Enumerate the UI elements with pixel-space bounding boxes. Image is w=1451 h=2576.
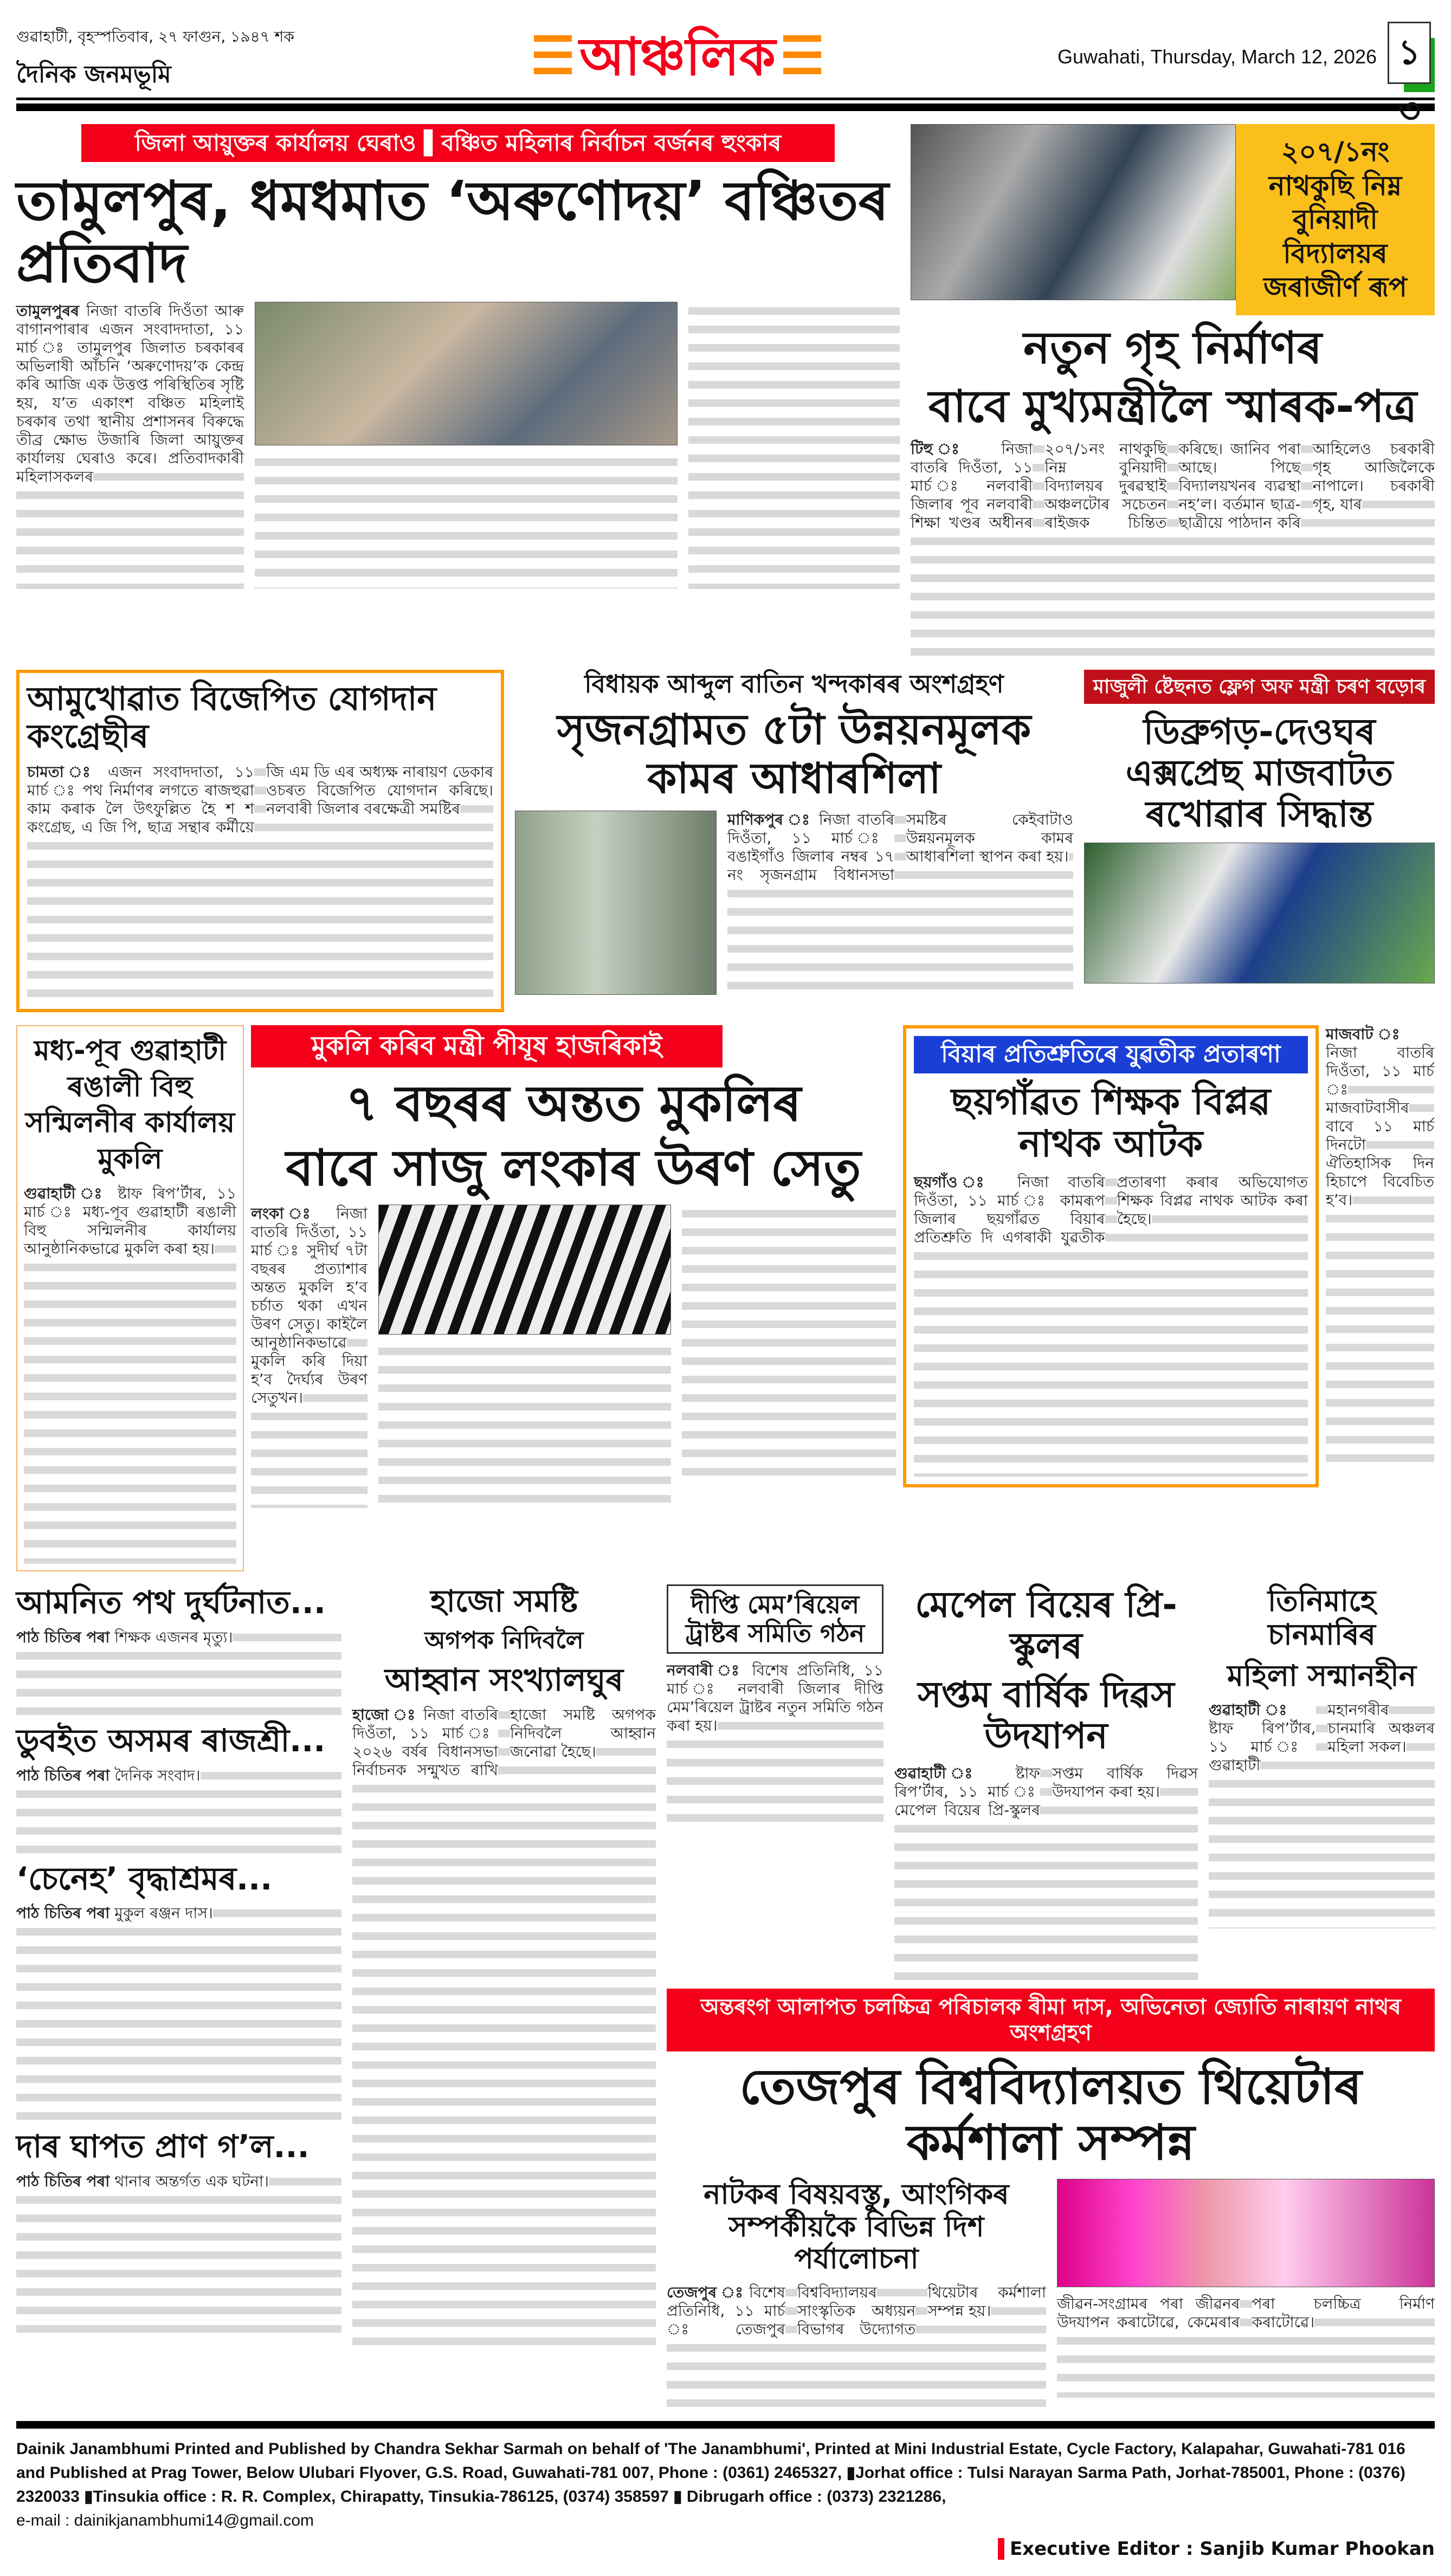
bihu-box — [16, 1025, 244, 1571]
drowning-body — [16, 1766, 341, 1853]
bridge-body-col2 — [378, 1342, 671, 1505]
accident-body-text: শিক্ষক এজনৰ মৃত্যু। — [114, 1628, 233, 1646]
nathkuchi-photo-caption: ২০৭/১নং নাথকুছি নিম্ন বুনিয়াদী বিদ্যালয়ৰ জৰাজীৰ্ণ ৰূপ — [1236, 124, 1435, 315]
teacher-body — [914, 1173, 1308, 1477]
section-logo: আঞ্চলিক — [579, 26, 776, 87]
page-number: ১৩ — [1388, 22, 1431, 84]
tamulpur-photo — [255, 302, 678, 445]
bjp-story-box — [16, 670, 504, 1012]
majuli-body — [1326, 1025, 1434, 1470]
drowning-body-text: দৈনিক সংবাদ। — [114, 1766, 201, 1784]
bridge-headline-1: ৭ বছৰৰ অন্তত মুকলিৰ — [345, 1074, 802, 1132]
daaghap-body — [16, 2172, 341, 2335]
executive-editor: Executive Editor : Sanjib Kumar Phookan — [998, 2538, 1435, 2560]
bridge-body-text: নিজা বাতৰি দিওঁতা, ১১ মাৰ্চ ঃ সুদীৰ্ঘ ৭টা বছৰৰ প্ৰত্যাশাৰ অন্তত মুকলি হ’ব চৰ্চাত থকা এখন উৰণ সেতু। কাইলৈ আনুষ্ঠানিকভাৱে মুকলি কৰি দিয়া হ’ব দৈৰ্ঘ্যৰ উৰণ সেতুখন। — [251, 1205, 367, 1407]
nathkuchi-body-text: নিজা বাতৰি দিওঁতা, ১১ মাৰ্চ ঃ নলবাৰী জিলাৰ পূব নলবাৰী শিক্ষা খণ্ডৰ অধীনৰ ২০৭/১নং নাথকুছি নিম্ন বুনিয়াদী বিদ্যালয়ৰ দুৰৱস্থাই অঞ্চলটোৰ সচেতন ৰাইজক চিন্তিত কৰিছে। জানিব পৰা আছে। পিছে বিদ্যালয়খনৰ ব্যৱস্থা নহ’ল। বৰ্তমান ছাত্ৰ-ছাত্ৰীয়ে পাঠদান কৰি আহিলেও চৰকাৰী গৃহ আজিলৈকে নাপালে। চৰকাৰী গৃহ, যাৰ — [911, 440, 1435, 532]
logo-bars-right — [783, 35, 821, 79]
srijangram-kicker: বিধায়ক আব্দুল বাতিন খন্দকাৰৰ অংশগ্ৰহণ — [584, 669, 1004, 699]
bjp-body — [27, 763, 493, 1001]
chanmari-dateline: গুৱাহাটী ঃ — [1209, 1700, 1316, 1719]
drowning-dateline: পাঠ চিতিৰ পৰা — [16, 1766, 110, 1784]
daaghap-body-text: থানাৰ অন্তৰ্গত এক ঘটনা। — [114, 2172, 269, 2191]
theatre-photo — [1057, 2179, 1435, 2287]
masthead-rule-thick — [16, 103, 1435, 111]
nathkuchi-headline-2: বাবে মুখ্যমন্ত্ৰীলৈ স্মাৰক-পত্ৰ — [928, 380, 1417, 432]
footer-jorhat: ▮Jorhat office : Tulsi Narayan Sarma Path, Jorhat-785001, Phone : (0376) 2320033 — [16, 2464, 1405, 2506]
masthead-date-english: Guwahati, Thursday, March 12, 2026 — [1057, 46, 1377, 68]
dipti-headline: দীপ্তি মেম’ৰিয়েল ট্ৰাষ্টৰ সমিতি গঠন — [667, 1584, 884, 1654]
teacher-story-box — [903, 1025, 1319, 1487]
maple-body — [894, 1764, 1198, 1981]
maple-headline-1: মেপেল বিয়েৰ প্ৰি-স্কুলৰ — [915, 1584, 1177, 1667]
logo-bars-left — [534, 35, 572, 79]
accident-body — [16, 1628, 341, 1715]
chanmari-headline-2: মহিলা সন্মানহীন — [1227, 1659, 1416, 1693]
bihu-body — [24, 1185, 236, 1564]
nathkuchi-dateline: টিহু ঃ — [911, 440, 978, 458]
masthead-date-assamese: গুৱাহাটী, বৃহস্পতিবাৰ, ২৭ ফাগুন, ১৯৪৭ শক — [16, 28, 294, 46]
hajo-headline-2: অগপক নিদিবলৈ — [424, 1626, 584, 1654]
bihu-dateline: গুৱাহাটী ঃ — [24, 1185, 108, 1203]
teacher-kicker: বিয়াৰ প্ৰতিশ্ৰুতিৰে যুৱতীক প্ৰতাৰণা — [914, 1036, 1308, 1073]
masthead-rule-thin — [16, 98, 1435, 100]
daaghap-dateline: পাঠ চিতিৰ পৰা — [16, 2172, 110, 2191]
teacher-body-text: নিজা বাতৰি দিওঁতা, ১১ মাৰ্চ ঃ কামৰূপ জিলাৰ ছয়গাঁৱত বিয়াৰ প্ৰতিশ্ৰুতি দি এগৰাকী যুৱতীক প্ৰতাৰণা কৰাৰ অভিযোগত শিক্ষক বিপ্লৱ নাথক আটক কৰা হৈছে। — [914, 1173, 1308, 1247]
maple-body-text: ষ্টাফ ৰিপ’ৰ্টাৰ, ১১ মাৰ্চ ঃ মেপেল বিয়েৰ প্ৰি-স্কুলৰ সপ্তম বাৰ্ষিক দিৱস উদযাপন কৰা হয়। — [894, 1764, 1198, 1819]
maple-dateline: গুৱাহাটী ঃ — [894, 1764, 992, 1782]
srijangram-body — [727, 811, 1073, 995]
footer-email[interactable]: e-mail : dainikjanambhumi14@gmail.com — [16, 2512, 314, 2530]
bjp-headline: আমুখোৱাত বিজেপিত যোগদান কংগ্ৰেছীৰ — [27, 680, 437, 756]
bihu-headline: মধ্য-পূব গুৱাহাটী ৰঙালী বিহু সন্মিলনীৰ কাৰ্যালয় মুকলি — [25, 1034, 235, 1175]
dipti-body — [667, 1661, 884, 1824]
maple-headline-2: সপ্তম বাৰ্ষিক দিৱস উদযাপন — [918, 1674, 1175, 1757]
chanmari-headline-1: তিনিমাহে চানমাৰিৰ — [1267, 1584, 1376, 1652]
majuli-photo — [1084, 843, 1435, 983]
theatre-dateline: তেজপুৰ ঃ — [667, 2283, 744, 2302]
bridge-body-col3 — [682, 1205, 896, 1481]
paper-name: দৈনিক জনমভূমি — [16, 61, 171, 89]
majuli-kicker: মাজুলী ষ্টেছনত ফ্লেগ অফ মন্ত্ৰী চৰণ বড়োৰ — [1084, 670, 1435, 704]
footer-rule — [16, 2421, 1435, 2429]
tamulpur-body-col1 — [16, 302, 244, 589]
tamulpur-dateline: তামুলপুৰৰ — [16, 302, 80, 320]
footer-tinsukia: ▮Tinsukia office : R. R. Complex, Chirapatty, Tinsukia-786125, (0374) 358597 — [84, 2488, 669, 2506]
nathkuchi-headline-1: নতুন গৃহ নিৰ্মাণৰ — [1023, 322, 1322, 374]
teacher-headline: ছয়গাঁৱত শিক্ষক বিপ্লৱ নাথক আটক — [951, 1080, 1271, 1166]
dipti-dateline: নলবাৰী ঃ — [667, 1661, 744, 1680]
bridge-kicker: মুকলি কৰিব মন্ত্ৰী পীযূষ হাজৰিকাই — [251, 1025, 723, 1067]
daaghap-headline: দাৰ ঘাপত প্ৰাণ গ’ল... — [16, 2128, 309, 2165]
tamulpur-body-col3 — [688, 302, 900, 589]
tamulpur-kicker: জিলা আয়ুক্তৰ কাৰ্যালয় ঘেৰাও ▌বঞ্চিত মহিলাৰ নিৰ্বাচন বৰ্জনৰ হুংকাৰ — [81, 124, 835, 162]
oldage-headline: ‘চেনেহ’ বৃদ্ধাশ্ৰমৰ... — [16, 1860, 273, 1897]
chanmari-body-text: ষ্টাফ ৰিপ’ৰ্টাৰ, ১১ মাৰ্চ ঃ গুৱাহাটী মহানগৰীৰ চানমাৰি অঞ্চলৰ মহিলা সকল। — [1209, 1700, 1435, 1774]
majuli-dateline: মাজবাট ঃ — [1326, 1025, 1434, 1044]
footer-dibrugarh: ▮ Dibrugarh office : (0373) 2321286, — [673, 2488, 946, 2506]
theatre-subhead: নাটকৰ বিষয়বস্তু, আংগিকৰ সম্পৰ্কীয়কৈ বিভিন্ন দিশ পৰ্যালোচনা — [704, 2178, 1009, 2276]
srijangram-dateline: মাণিকপুৰ ঃ — [727, 811, 812, 829]
footer-imprint — [16, 2437, 1435, 2533]
masthead — [16, 22, 1435, 131]
chanmari-body — [1209, 1701, 1435, 1928]
srijangram-body-text: নিজা বাতৰি দিওঁতা, ১১ মাৰ্চ ঃ বঙাইগাঁও জিলাৰ নম্বৰ ১৭ নং সৃজনগ্ৰাম বিধানসভা সমষ্টিৰ কেইবাটাও উন্নয়নমূলক কামৰ আধাৰশিলা স্থাপন কৰা হয়। — [727, 811, 1073, 884]
majuli-headline: ডিব্ৰুগড়-দেওঘৰ এক্সপ্ৰেছ মাজবাটত ৰখোৱাৰ সিদ্ধান্ত — [1125, 711, 1394, 836]
drowning-headline: ডুবইত অসমৰ ৰাজশ্ৰী... — [16, 1721, 326, 1759]
nathkuchi-photo — [911, 124, 1236, 300]
bridge-headline-2: বাবে সাজু লংকাৰ উৰণ সেতু — [286, 1139, 861, 1198]
accident-headline: আমনিত পথ দুৰ্ঘটনাত... — [16, 1584, 326, 1621]
bridge-photo — [378, 1205, 671, 1335]
tamulpur-headline: তামুলপুৰ, ধমধমাত ‘অৰুণোদয়’ বঞ্চিতৰ প্ৰতিবাদ — [16, 169, 889, 295]
hajo-dateline: হাজো ঃ — [352, 1705, 417, 1724]
bridge-dateline: লংকা ঃ — [251, 1205, 321, 1223]
hajo-headline-3: আহ্বান সংখ্যালঘুৰ — [384, 1661, 624, 1699]
oldage-dateline: পাঠ চিতিৰ পৰা — [16, 1904, 110, 1923]
bihu-body-text: ষ্টাফ ৰিপ’ৰ্টাৰ, ১১ মাৰ্চ ঃ মধ্য-পূব গুৱাহাটী ৰঙালী বিহু সন্মিলনীৰ কাৰ্যালয় আনুষ্ঠানিকভাৱে মুকলি কৰা হয়। — [24, 1185, 236, 1258]
hajo-headline-1: হাজো সমষ্টি — [430, 1584, 578, 1620]
srijangram-photo — [515, 811, 717, 995]
theatre-kicker: অন্তৰংগ আলাপত চলচ্চিত্ৰ পৰিচালক ৰীমা দাস, অভিনেতা জ্যোতি নাৰায়ণ নাথৰ অংশগ্ৰহণ — [667, 1989, 1435, 2051]
nathkuchi-body — [911, 440, 1435, 657]
theatre-body — [667, 2283, 1046, 2408]
theatre-headline: তেজপুৰ বিশ্ববিদ্যালয়ত থিয়েটাৰ কৰ্মশালা সম্পন্ন — [739, 2058, 1362, 2172]
bjp-body-text: এজন সংবাদদাতা, ১১ মাৰ্চ ঃ পথ নিৰ্মাণৰ লগতে ৰাজহুৱা কাম কৰাক লৈ উৎফুল্লিত হৈ শ শ কংগ্ৰেছ, এ জি পি, ছাত্ৰ সন্থাৰ কৰ্মীয়ে জি এম ডি এৰ অধ্যক্ষ নাৰায়ণ ডেকাৰ ওচৰত বিজেপিত যোগদান কৰিছে। নলবাৰী জিলাৰ বৰক্ষেত্ৰী সমষ্টিৰ — [27, 763, 493, 837]
hajo-body-text: নিজা বাতৰি দিওঁতা, ১১ মাৰ্চ ঃ ২০২৬ বৰ্ষৰ বিধানসভা নিৰ্বাচনক সন্মুখত ৰাখি হাজো সমষ্টি অগপক নিদিবলৈ আহ্বান জনোৱা হৈছে। — [352, 1705, 656, 1779]
srijangram-headline: সৃজনগ্ৰামত ৫টা উন্নয়নমূলক কামৰ আধাৰশিলা — [557, 705, 1031, 803]
accident-dateline: পাঠ চিতিৰ পৰা — [16, 1628, 110, 1646]
theatre-body-2-text: জীৱন-সংগ্ৰামৰ পৰা জীৱনৰ উদযাপন কৰাটোৱে, কেমেৰাৰ পৰা চলচ্চিত্ৰ নিৰ্মাণ কৰাটোৱে। — [1057, 2294, 1435, 2331]
tamulpur-body: নিজা বাতৰি দিওঁতা আৰু বাগানপাৰাৰ এজন সংবাদদাতা, ১১ মাৰ্চ ঃ তামুলপুৰ জিলাত চৰকাৰৰ অভিলাষী আঁচনি ‘অৰুণোদয়’ক কেন্দ্ৰ কৰি আজি এক উত্তপ্ত পৰিস্থিতিৰ সৃষ্টি হয়, য’ত একাংশ বঞ্চিত মহিলাই চৰকাৰ তথা স্থানীয় প্ৰশাসনৰ বিৰুদ্ধে তীব্ৰ ক্ষোভ উজাৰি জিলা আয়ুক্তৰ কাৰ্যালয় ঘেৰাও কৰে। প্ৰতিবাদকাৰী মহিলাসকলৰ — [16, 302, 244, 486]
tamulpur-body-col2 — [255, 453, 678, 588]
oldage-body — [16, 1904, 341, 2121]
bridge-body-col1 — [251, 1205, 367, 1508]
oldage-body-text: মুকুল ৰঞ্জন দাস। — [114, 1904, 213, 1923]
bjp-dateline: চামতা ঃ — [27, 763, 97, 781]
majuli-body-text: নিজা বাতৰি দিওঁতা, ১১ মাৰ্চ ঃ মাজবাটবাসীৰ বাবে ১১ মাৰ্চ দিনটো ঐতিহাসিক দিন হিচাপে বিবেচিত হ’ব। — [1326, 1044, 1434, 1209]
theatre-body-2 — [1057, 2295, 1435, 2398]
teacher-dateline: ছয়গাঁও ঃ — [914, 1173, 998, 1192]
theatre-body-text: বিশেষ প্ৰতিনিধি, ১১ মাৰ্চ ঃ তেজপুৰ বিশ্ববিদ্যালয়ৰ সাংস্কৃতিক অধ্যয়ন বিভাগৰ উদ্যোগত থিয়েটাৰ কৰ্মশালা সম্পন্ন হয়। — [667, 2283, 1046, 2339]
hajo-body — [352, 1706, 656, 2356]
footer-imprint-text: Dainik Janambhumi Printed and Published by Chandra Sekhar Sarmah on behalf of 'The Janambhumi', Printed at Mini Industrial Estate, Cycle Factory, Kalapahar, Guwahati-781 016 and Published at Prag Tower, Below Ulubari Flyover, G.S. Road, Guwahati-781 007, Phone : (0361) 2465327, — [16, 2440, 1405, 2482]
dipti-body-text: বিশেষ প্ৰতিনিধি, ১১ মাৰ্চ ঃ নলবাৰী জিলাৰ দীপ্তি মেম’ৰিয়েল ট্ৰাষ্টৰ নতুন সমিতি গঠন কৰা হয়। — [667, 1661, 884, 1735]
